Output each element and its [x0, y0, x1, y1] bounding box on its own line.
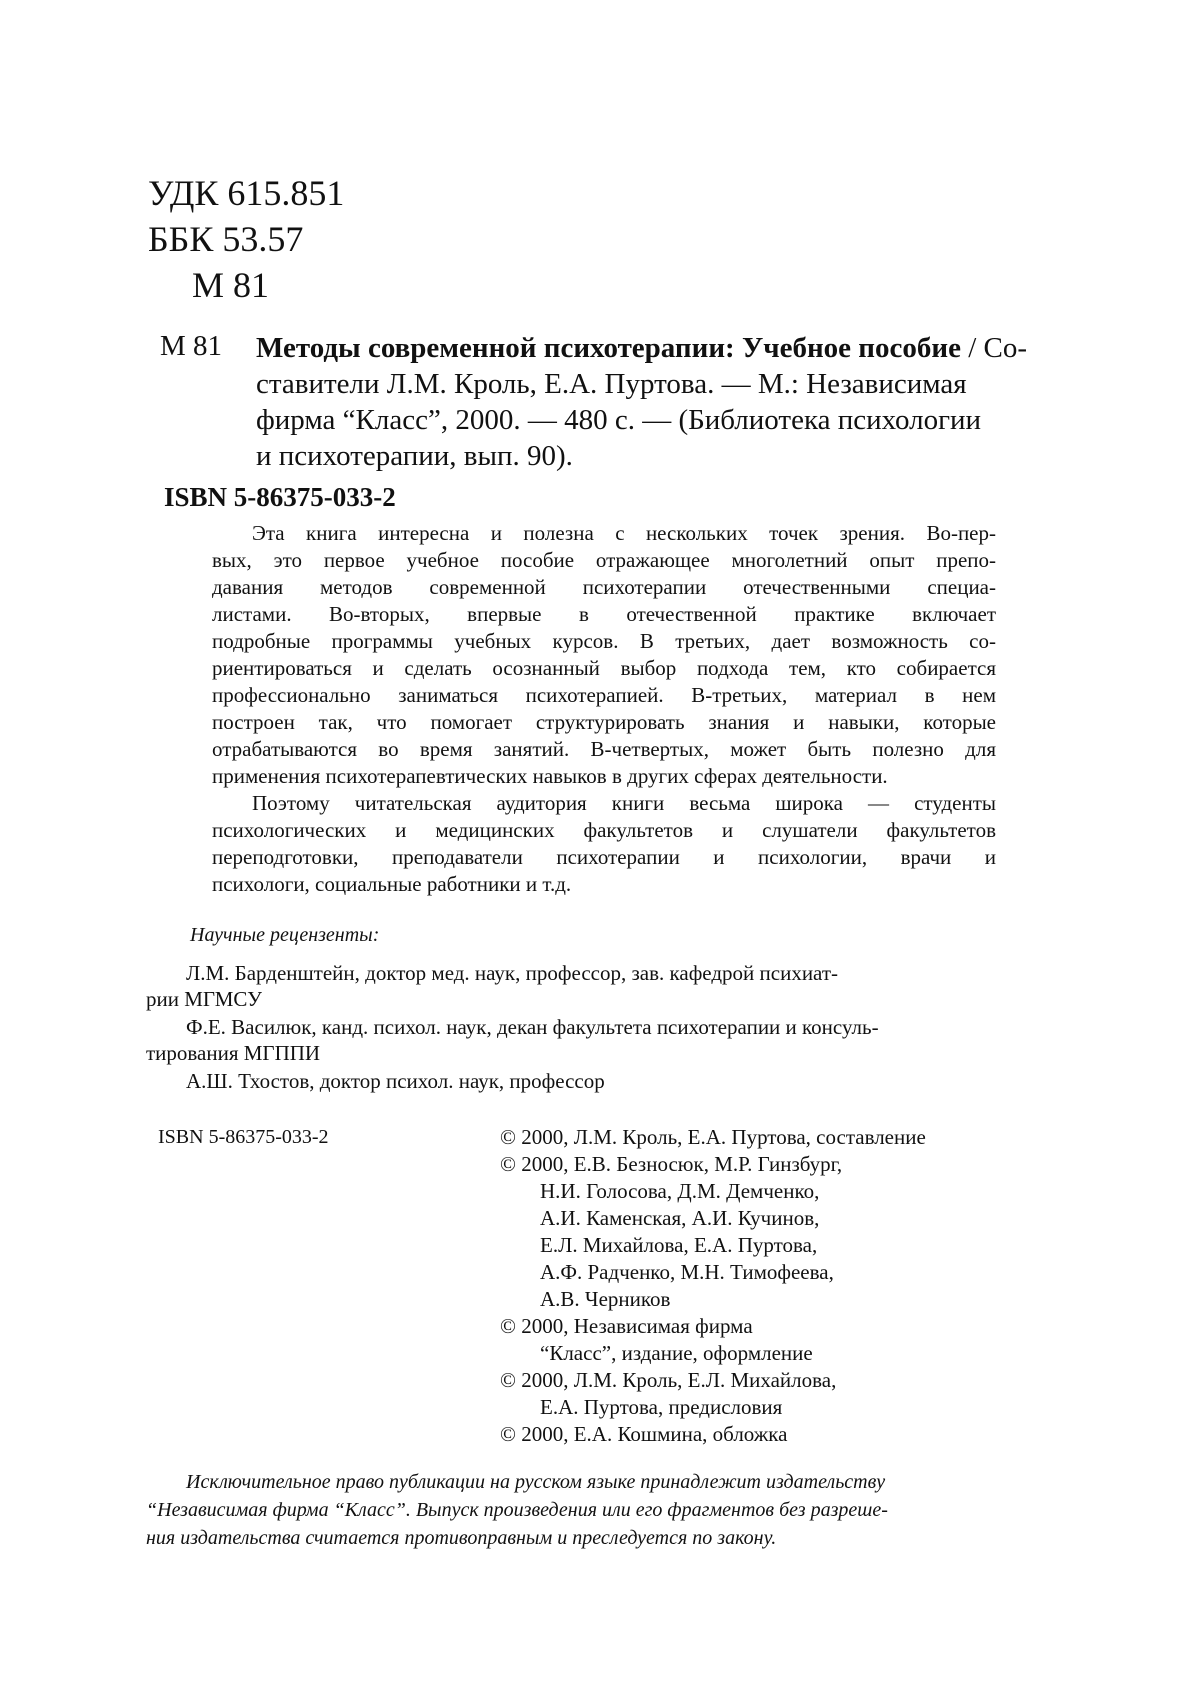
copyright-line: А.Ф. Радченко, М.Н. Тимофеева,	[540, 1260, 834, 1284]
reviewer-line: рии МГМСУ	[146, 987, 263, 1011]
copyright-line: © 2000, Л.М. Кроль, Е.Л. Михайлова,	[500, 1368, 837, 1392]
copyright-line: © 2000, Е.В. Безносюк, М.Р. Гинзбург,	[500, 1152, 843, 1176]
copyright-line: © 2000, Л.М. Кроль, Е.А. Пуртова, составление	[500, 1125, 926, 1149]
copyright-line: © 2000, Независимая фирма	[500, 1314, 753, 1338]
reviewer-line: Л.М. Барденштейн, доктор мед. наук, профессор, зав. кафедрой психиат-	[186, 961, 839, 985]
bibliographic-line-4: и психотерапии, вып. 90).	[256, 440, 573, 472]
annotation-line: Поэтому читательская аудитория книги весьма широка — студенты	[252, 791, 996, 815]
bibliographic-line-1	[256, 330, 1027, 366]
book-title: Методы современной психотерапии: Учебное пособие	[256, 332, 961, 364]
bibliographic-line-3: фирма “Класс”, 2000. — 480 с. — (Библиотека психологии	[256, 404, 982, 436]
annotation-line: психологических и медицинских факультетов и слушатели факультетов	[212, 818, 996, 842]
annotation-line: Эта книга интересна и полезна с нескольких точек зрения. Во-пер-	[252, 521, 996, 545]
rights-line: “Независимая фирма “Класс”. Выпуск произведения или его фрагментов без разреше-	[146, 1499, 888, 1521]
copyright-line: Е.А. Пуртова, предисловия	[540, 1395, 783, 1419]
entry-author-sign: М 81	[160, 330, 223, 362]
reviewers-title: Научные рецензенты:	[190, 924, 380, 946]
rights-line: ния издательства считается противоправным и преследуется по закону.	[146, 1527, 777, 1549]
annotation-line: отрабатываются во время занятий. В-четвертых, может быть полезно для	[212, 737, 996, 761]
annotation-line: профессионально заниматься психотерапией. В-третьих, материал в нем	[212, 683, 996, 707]
annotation-line: давания методов современной психотерапии отечественными специа-	[212, 575, 996, 599]
bibliographic-line-1-rest: / Со-	[960, 332, 1028, 364]
reviewer-line: Ф.Е. Василюк, канд. психол. наук, декан факультета психотерапии и консуль-	[186, 1015, 879, 1039]
rights-line: Исключительное право публикации на русском языке принадлежит издательству	[186, 1471, 886, 1493]
annotation-line: риентироваться и сделать осознанный выбор подхода тем, кто собирается	[212, 656, 996, 680]
annotation-line: построен так, что помогает структурировать знания и навыки, которые	[212, 710, 996, 734]
isbn-heading: ISBN 5-86375-033-2	[164, 482, 396, 512]
copyright-line: © 2000, Е.А. Кошмина, обложка	[500, 1422, 788, 1446]
reviewer-line: тирования МГППИ	[146, 1041, 321, 1065]
annotation-line: психологи, социальные работники и т.д.	[212, 872, 572, 896]
author-sign: М 81	[192, 265, 270, 305]
copyright-line: Е.Л. Михайлова, Е.А. Пуртова,	[540, 1233, 818, 1257]
reviewer-line: А.Ш. Тхостов, доктор психол. наук, профессор	[186, 1069, 605, 1093]
annotation-line: применения психотерапевтических навыков в других сферах деятельности.	[212, 764, 888, 788]
copyright-line: Н.И. Голосова, Д.М. Демченко,	[540, 1179, 820, 1203]
copyright-line: А.В. Черников	[540, 1287, 671, 1311]
bibliographic-line-2: ставители Л.М. Кроль, Е.А. Пуртова. — М.: Независимая	[256, 368, 967, 400]
annotation-line: подробные программы учебных курсов. В третьих, дает возможность со-	[212, 629, 996, 653]
isbn-footer: ISBN 5-86375-033-2	[158, 1126, 329, 1148]
udk-code: УДК 615.851	[148, 173, 345, 213]
annotation-line: листами. Во-вторых, впервые в отечественной практике включает	[212, 602, 996, 626]
copyright-line: “Класс”, издание, оформление	[540, 1341, 813, 1365]
annotation-line: переподготовки, преподаватели психотерапии и психологии, врачи и	[212, 845, 996, 869]
bbk-code: ББК 53.57	[148, 219, 304, 259]
annotation-line: вых, это первое учебное пособие отражающее многолетний опыт препо-	[212, 548, 996, 572]
copyright-line: А.И. Каменская, А.И. Кучинов,	[540, 1206, 820, 1230]
